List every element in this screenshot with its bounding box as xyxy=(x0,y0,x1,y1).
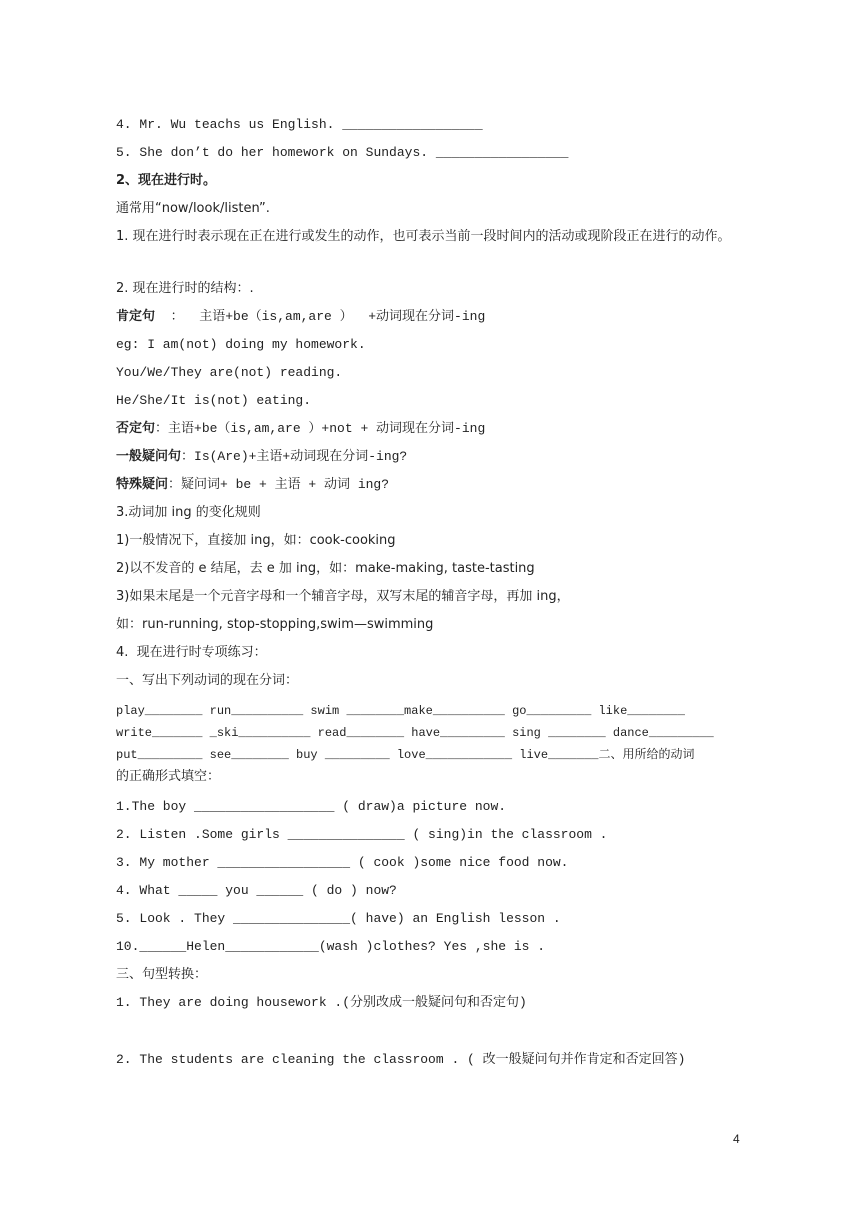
text-line: 3)如果末尾是一个元音字母和一个辅音字母，双写末尾的辅音字母，再加 ing， xyxy=(116,589,570,604)
rule-label: 否定句 xyxy=(116,421,156,436)
text-line: 4. 现在进行时专项练习： xyxy=(116,645,267,660)
verb-list-line: put_________ see________ buy _________ love____________ live_______二、用所给的动词 xyxy=(116,748,695,762)
rule-line-negative xyxy=(116,421,746,437)
example-line: You/We/They are(not) reading. xyxy=(116,365,343,380)
section-heading: 一、写出下列动词的现在分词： xyxy=(116,673,299,688)
exercise-line: 3. My mother _________________ ( cook )some nice food now. xyxy=(116,855,569,870)
section-heading: 三、句型转换： xyxy=(116,967,208,982)
text-line: 2)以不发音的 e 结尾，去 e 加 ing，如：make-making, taste-tasting xyxy=(116,561,535,576)
text-paragraph: 1. 现在进行时表示现在正在进行或发生的动作，也可表示当前一段时间内的活动或现阶段正在进行的动作。 xyxy=(116,229,731,244)
example-line: He/She/It is(not) eating. xyxy=(116,393,312,408)
section-heading: 2、现在进行时。 xyxy=(116,173,217,188)
exercise-line: 10.______Helen____________(wash )clothes? Yes ,she is . xyxy=(116,939,546,954)
rule-label: 特殊疑问 xyxy=(116,477,169,492)
exercise-line: 5. She don’t do her homework on Sundays. _________________ xyxy=(116,145,569,160)
verb-list-line: play________ run__________ swim ________make__________ go_________ like________ xyxy=(116,704,685,718)
rule-line-general-question xyxy=(116,449,746,465)
rule-text: ：疑问词+ be + 主语 + 动词 ing? xyxy=(168,477,390,492)
rule-label: 一般疑问句 xyxy=(116,449,182,464)
text-line: 通常用“now/look/listen”. xyxy=(116,201,270,216)
exercise-line: 2. The students are cleaning the classroom . ( 改一般疑问句并作肯定和否定回答) xyxy=(116,1052,686,1067)
text-line: 如：run-running, stop-stopping,swim—swimming xyxy=(116,617,434,632)
text-line: 的正确形式填空： xyxy=(116,769,221,784)
exercise-line: 4. Mr. Wu teachs us English. __________________ xyxy=(116,117,483,132)
rule-label: 肯定句 xyxy=(116,309,156,324)
rule-text: ：主语+be（is,am,are ）+not + 动词现在分词-ing xyxy=(155,421,486,436)
text-line: 3.动词加 ing 的变化规则 xyxy=(116,505,261,520)
exercise-line: 1. They are doing housework .(分别改成一般疑问句和否定句) xyxy=(116,995,527,1010)
rule-line-affirmative xyxy=(116,309,746,325)
rule-text: ： 主语+be（is,am,are ） +动词现在分词-ing xyxy=(155,309,486,324)
text-line: 2. 现在进行时的结构：. xyxy=(116,281,254,296)
rule-line-special-question xyxy=(116,477,746,493)
example-line: eg: I am(not) doing my homework. xyxy=(116,337,366,352)
exercise-line: 4. What _____ you ______ ( do ) now? xyxy=(116,883,397,898)
rule-text: ：Is(Are)+主语+动词现在分词-ing? xyxy=(181,449,408,464)
exercise-line: 2. Listen .Some girls _______________ ( sing)in the classroom . xyxy=(116,827,608,842)
exercise-line: 5. Look . They _______________( have) an English lesson . xyxy=(116,911,561,926)
exercise-line: 1.The boy __________________ ( draw)a picture now. xyxy=(116,799,507,814)
page-number: 4 xyxy=(733,1132,740,1146)
verb-list-line: write_______ _ski__________ read________ have_________ sing ________ dance_________ xyxy=(116,726,714,740)
text-line: 1)一般情况下，直接加 ing，如：cook-cooking xyxy=(116,533,396,548)
